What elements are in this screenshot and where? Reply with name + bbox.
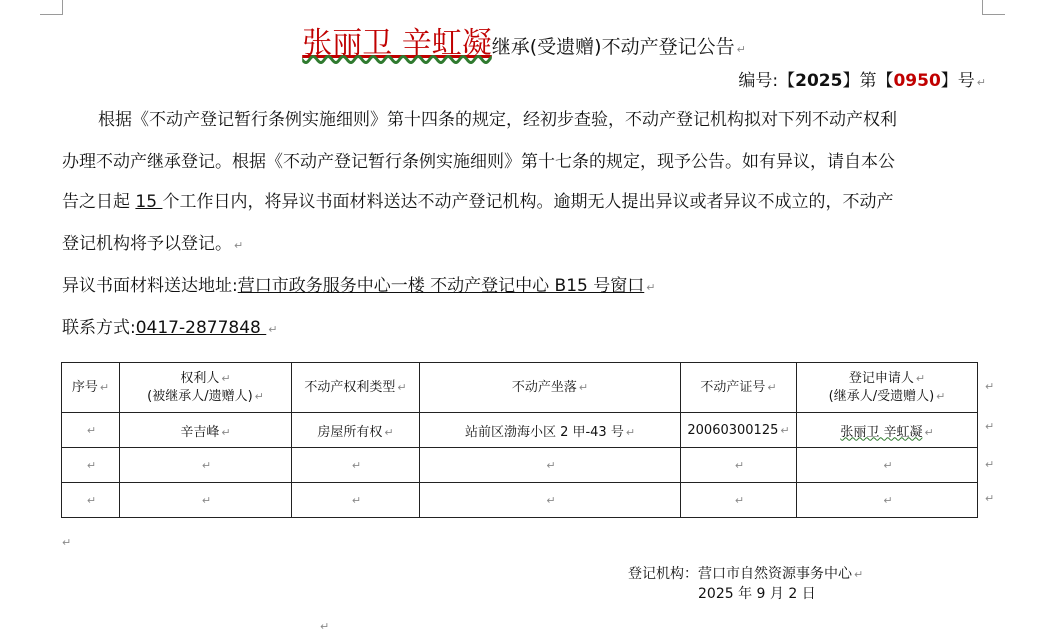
cell-location[interactable]: 站前区渤海小区 2 甲-43 号 ↵ [420,413,681,448]
title-names-text: 张丽卫 辛虹凝 [302,26,492,61]
cell-applicant[interactable]: ↵ [797,448,978,483]
paragraph-mark-icon: ↵ [62,536,72,549]
cell-right-type[interactable]: ↵ [292,483,420,518]
address-line [62,276,655,298]
cell-seq[interactable]: ↵ [62,448,120,483]
cell-applicant[interactable]: ↵ [797,483,978,518]
document-number [738,66,986,91]
title-names[interactable] [302,26,492,61]
registration-table [61,362,978,518]
cell-cert-number[interactable]: 20060300125 ↵ [681,413,797,448]
docno-mid: 】第【 [842,71,894,91]
cell-right-type[interactable]: ↵ [292,448,420,483]
row-end-mark-icon: ↵ [985,492,995,505]
document-title [0,18,1048,62]
paragraph-mark-icon: ↵ [234,239,244,252]
body-line-3-after: 个工作日内，将异议书面材料送达不动产登记机构。逾期无人提出异议或者异议不成立的，不动产 [162,192,894,212]
body-line-3-before: 告之日起 [62,192,136,212]
paragraph-mark-icon: ↵ [976,76,986,89]
table-row [62,448,978,483]
paragraph-mark-icon: ↵ [268,323,278,336]
header-applicant: 登记申请人 ↵ (继承人/受遗赠人) ↵ [797,363,978,413]
header-holder: 权利人 ↵ (被继承人/遗赠人) ↵ [120,363,292,413]
table-row [62,413,978,448]
cell-holder[interactable]: 辛吉峰 ↵ [120,413,292,448]
title-suffix: 继承(受遗赠)不动产登记公告 [491,36,735,58]
row-end-mark-icon: ↵ [985,380,995,393]
cell-seq[interactable]: ↵ [62,413,120,448]
footer-date: 2025 年 9 月 2 日 [698,586,816,602]
body-line-1: 根据《不动产登记暂行条例实施细则》第十四条的规定，经初步查验，不动产登记机构拟对下列不动产权利 [98,110,897,130]
contact-line [62,318,277,340]
docno-prefix: 编号:【 [738,71,796,91]
body-line-2: 办理不动产继承登记。根据《不动产登记暂行条例实施细则》第十七条的规定，现予公告。如有异议，请自本公 [62,152,895,172]
header-location: 不动产坐落 ↵ [420,363,681,413]
address-value[interactable]: 营口市政务服务中心一楼 不动产登记中心 B15 号窗口 [237,276,645,296]
cell-holder[interactable]: ↵ [120,483,292,518]
table-header-row [62,363,978,413]
cell-location[interactable]: ↵ [420,483,681,518]
table-row [62,483,978,518]
docno-number[interactable]: 0950 [893,71,941,91]
cell-applicant[interactable]: 张丽卫 辛虹凝 ↵ [797,413,978,448]
page-corner-mark-top-right [982,0,1005,15]
row-end-mark-icon: ↵ [985,420,995,433]
body-line-4 [62,234,243,256]
cell-seq[interactable]: ↵ [62,483,120,518]
address-label: 异议书面材料送达地址: [62,276,238,296]
cell-cert-number[interactable]: ↵ [681,448,797,483]
contact-value[interactable]: 0417-2877848 [135,318,267,338]
paragraph-mark-icon: ↵ [320,620,330,633]
body-line-4-text: 登记机构将予以登记。 [62,234,232,254]
header-cert-number: 不动产证号 ↵ [681,363,797,413]
cell-holder[interactable]: ↵ [120,448,292,483]
cell-right-type[interactable]: 房屋所有权 ↵ [292,413,420,448]
header-right-type: 不动产权利类型 ↵ [292,363,420,413]
page-corner-mark-top-left [40,0,63,15]
footer-org-text: 登记机构：营口市自然资源事务中心 [628,566,852,582]
paragraph-mark-icon: ↵ [736,43,746,56]
row-end-mark-icon: ↵ [985,458,995,471]
days-field[interactable]: 15 [135,192,163,212]
paragraph-mark-icon: ↵ [646,281,656,294]
docno-suffix: 】号 [940,71,975,91]
body-line-3 [62,192,893,212]
docno-year: 2025 [795,71,843,91]
contact-label: 联系方式: [62,318,136,338]
footer-organization: 登记机构：营口市自然资源事务中心 ↵ [628,566,864,582]
cell-cert-number[interactable]: ↵ [681,483,797,518]
cell-location[interactable]: ↵ [420,448,681,483]
header-seq: 序号 ↵ [62,363,120,413]
